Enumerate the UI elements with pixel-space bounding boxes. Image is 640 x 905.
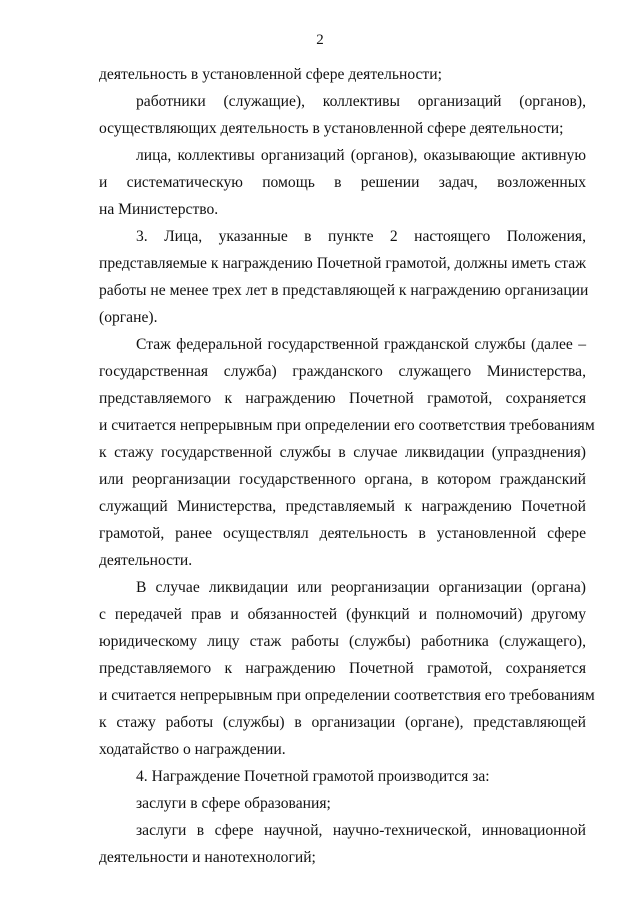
text-line: заслуги в сфере образования; — [136, 795, 331, 812]
text-line: с передачей прав и обязанностей (функций и полномочий) другому — [99, 606, 586, 623]
text-line: юридическому лицу стаж работы (службы) работника (служащего), — [99, 633, 586, 650]
document-body — [99, 61, 595, 871]
text-line: или реорганизации государственного органа, в котором гражданский — [99, 471, 586, 488]
text-line: заслуги в сфере научной, научно-технической, инновационной — [136, 822, 586, 839]
text-line: и систематическую помощь в решении задач, возложенных — [99, 174, 586, 191]
text-line: 3. Лица, указанные в пункте 2 настоящего Положения, — [136, 228, 586, 245]
paragraph — [99, 331, 595, 574]
page-number: 2 — [316, 32, 324, 48]
text-line: деятельности и нанотехнологий; — [99, 849, 316, 866]
text-line: (органе). — [99, 309, 158, 326]
text-line: к стажу государственной службы в случае ликвидации (упразднения) — [99, 444, 586, 461]
text-line: грамотой, ранее осуществлял деятельность в установленной сфере — [99, 525, 586, 542]
text-line: служащий Министерства, представляемый к награждению Почетной — [99, 498, 586, 515]
paragraph — [99, 223, 589, 331]
text-line: представляемые к награждению Почетной грамотой, должны иметь стаж — [99, 255, 586, 272]
text-line: работники (служащие), коллективы организаций (органов), — [136, 93, 586, 110]
text-line: Стаж федеральной государственной гражданской службы (далее – — [136, 336, 586, 353]
text-line: работы не менее трех лет в представляющей к награждению организации — [99, 282, 589, 299]
text-line: 4. Награждение Почетной грамотой производится за: — [136, 768, 490, 785]
text-line: представляемого к награждению Почетной грамотой, сохраняется — [99, 390, 586, 407]
text-line: государственная служба) гражданского служащего Министерства, — [99, 363, 586, 380]
paragraph — [99, 763, 586, 790]
text-line: и считается непрерывным при определении его соответствия требованиям — [99, 417, 595, 434]
text-line: деятельности. — [99, 552, 193, 569]
paragraph — [99, 142, 586, 223]
paragraph — [99, 88, 586, 142]
paragraph — [99, 817, 586, 871]
text-line: ходатайство о награждении. — [99, 741, 286, 758]
paragraph — [99, 574, 595, 763]
text-line: и считается непрерывным при определении соответствия его требованиям — [99, 687, 595, 704]
text-line: на Министерство. — [99, 201, 219, 218]
text-line: В случае ликвидации или реорганизации организации (органа) — [136, 579, 586, 596]
text-line: представляемого к награждению Почетной грамотой, сохраняется — [99, 660, 586, 677]
text-line: к стажу работы (службы) в организации (органе), представляющей — [99, 714, 586, 731]
text-line: осуществляющих деятельность в установленной сфере деятельности; — [99, 120, 564, 137]
paragraph — [99, 61, 586, 88]
paragraph — [99, 790, 586, 817]
text-line: деятельность в установленной сфере деятельности; — [99, 66, 442, 83]
text-line: лица, коллективы организаций (органов), оказывающие активную — [136, 147, 586, 164]
